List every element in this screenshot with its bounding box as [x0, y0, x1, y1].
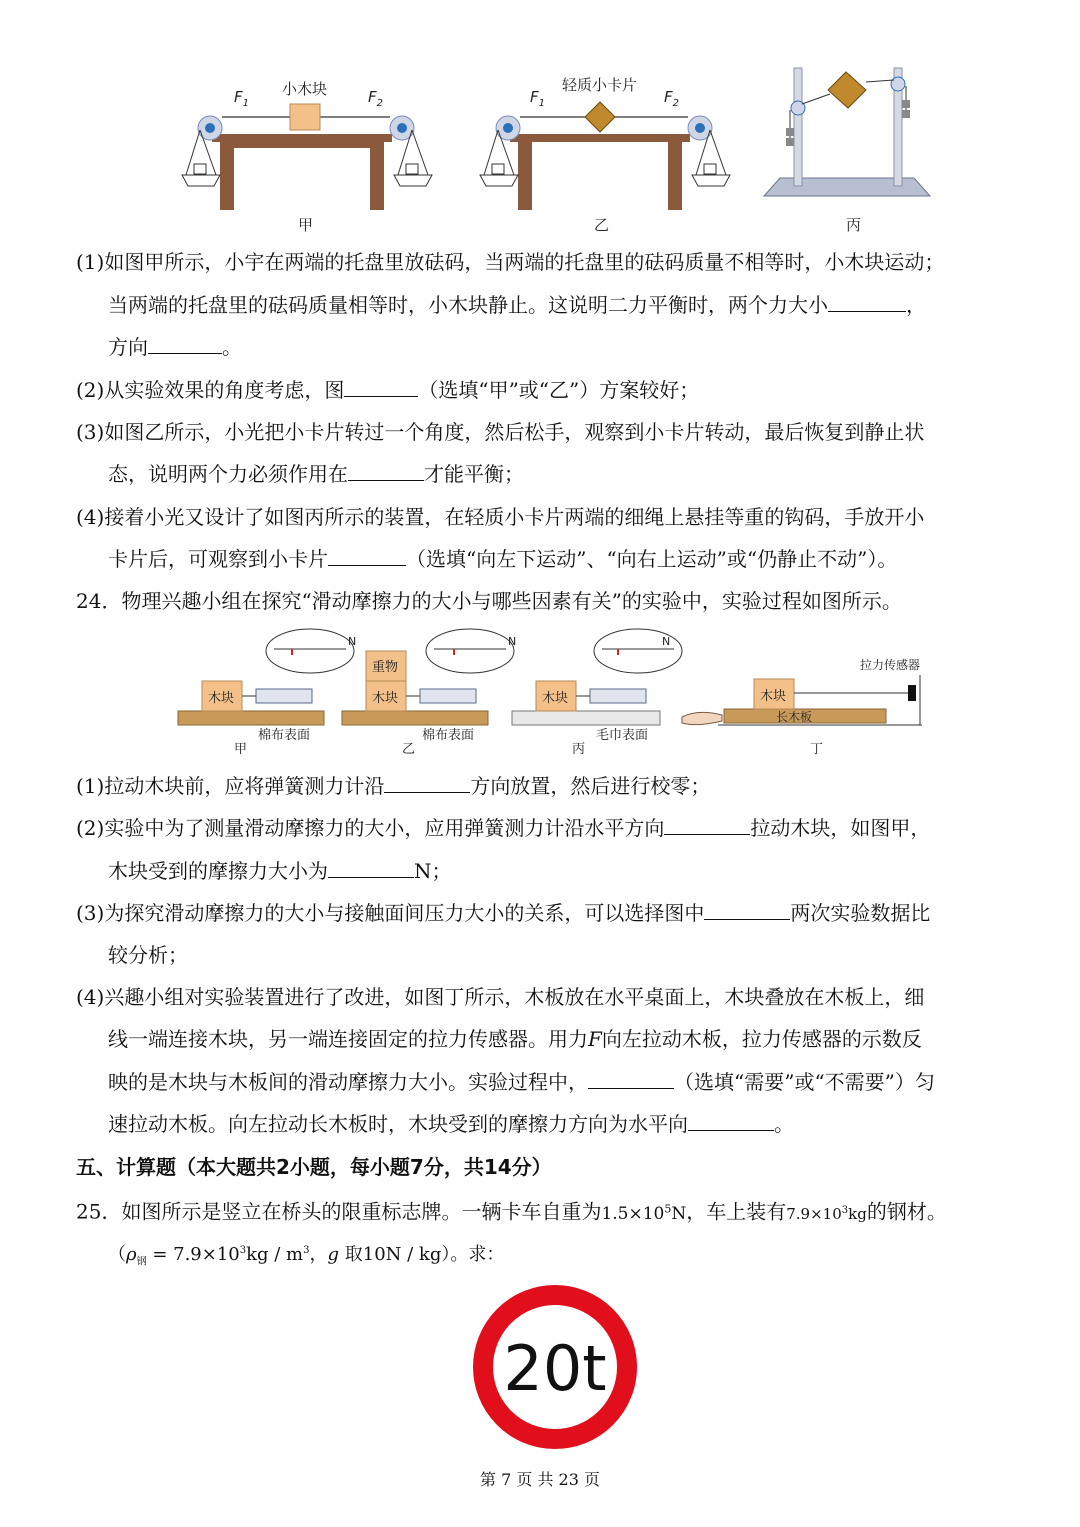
svg-text:乙: 乙	[402, 742, 416, 757]
q23-part3-line1: (3)如图乙所示，小光把小卡片转过一个角度，然后松手，观察到小卡片转动，最后恢复到静止状	[76, 420, 925, 444]
q24-part3-line1: (3)为探究滑动摩擦力的大小与接触面间压力大小的关系，可以选择图中 两次实验数据比	[76, 901, 931, 925]
q24-part4-line2: 线一端连接木块，另一端连接固定的拉力传感器。用力F向左拉动木板，拉力传感器的示数反	[108, 1027, 922, 1051]
svg-text:F2: $F_2$	[368, 88, 384, 109]
svg-text:丁: 丁	[810, 742, 824, 757]
svg-text:毛巾表面: 毛巾表面	[596, 728, 649, 743]
q24-part2-line1: (2)实验中为了测量滑动摩擦力的大小，应用弹簧测力计沿水平方向 拉动木块，如图甲，	[76, 816, 931, 840]
weight-limit-sign	[472, 1284, 638, 1450]
answer-blank[interactable]	[588, 1068, 674, 1089]
figure-jia	[182, 80, 432, 234]
answer-blank[interactable]	[348, 460, 424, 481]
answer-blank[interactable]	[148, 333, 222, 354]
answer-blank[interactable]	[384, 772, 470, 793]
svg-text:F2: $F_2$	[664, 88, 680, 109]
answer-blank[interactable]	[688, 1110, 774, 1131]
figure-bing	[764, 68, 930, 234]
q24-part1: (1)拉动木块前，应将弹簧测力计沿 方向放置，然后进行校零；	[76, 774, 711, 798]
caption-bing: 丙	[846, 216, 862, 234]
sign-text: 20t	[503, 1332, 607, 1405]
answer-blank[interactable]	[828, 291, 906, 312]
label-light-card: 轻质小卡片	[562, 76, 638, 94]
friction-fig-yi	[342, 629, 516, 757]
answer-blank[interactable]	[704, 899, 790, 920]
q23-part2: (2)从实验效果的角度考虑，图 （选填“甲”或“乙”）方案较好；	[76, 378, 700, 402]
q24-part4-line4: 速拉动木板。向左拉动长木板时，木块受到的摩擦力方向为水平向 。	[108, 1112, 794, 1136]
friction-fig-bing	[512, 629, 682, 757]
caption-yi: 乙	[594, 216, 610, 234]
q23-part1-line2: 当两端的托盘里的砝码质量相等时，小木块静止。这说明二力平衡时，两个力大小 ，	[108, 293, 926, 317]
answer-blank[interactable]	[328, 857, 414, 878]
answer-blank[interactable]	[344, 376, 418, 397]
friction-fig-jia	[178, 629, 356, 757]
section-title: 五、计算题（本大题共2小题，每小题7分，共14分）	[76, 1155, 552, 1179]
q24-part4-line3: 映的是木块与木板间的滑动摩擦力大小。实验过程中， （选填“需要”或“不需要”）匀	[108, 1070, 935, 1094]
page-number: 第 7 页 共 23 页	[480, 1470, 600, 1489]
svg-text:木块: 木块	[208, 691, 235, 706]
svg-text:木块: 木块	[760, 689, 787, 704]
label-small-block: 小木块	[282, 80, 328, 98]
q24-intro: 24．物理兴趣小组在探究“滑动摩擦力的大小与哪些因素有关”的实验中，实验过程如图所示。	[76, 589, 902, 613]
svg-text:长木板: 长木板	[776, 710, 813, 724]
q25-line2: （$\rho_钢 = 7.9\times 10^3kg / m^3$，g 取10N / kg）。求：	[108, 1244, 505, 1268]
q24-part4-line1: (4)兴趣小组对实验装置进行了改进，如图丁所示，木板放在水平桌面上，木块叠放在木板上，细	[76, 985, 925, 1009]
q23-part1-line3: 方向 。	[108, 335, 242, 359]
svg-text:拉力传感器: 拉力传感器	[860, 658, 921, 672]
svg-text:丙: 丙	[572, 742, 586, 757]
svg-text:重物: 重物	[372, 660, 399, 675]
q23-part4-line2: 卡片后，可观察到小卡片 （选填“向左下运动”、“向右上运动”或“仍静止不动”）。	[108, 547, 898, 571]
svg-text:F1: $F_1$	[530, 88, 546, 109]
svg-text:甲: 甲	[234, 742, 248, 757]
svg-text:N: N	[508, 635, 517, 648]
caption-jia: 甲	[298, 216, 314, 234]
answer-blank[interactable]	[664, 814, 750, 835]
friction-experiment-figure	[170, 625, 940, 760]
svg-text:木块: 木块	[542, 691, 569, 706]
q24-part2-line2: 木块受到的摩擦力大小为 N；	[108, 859, 452, 883]
q23-part4-line1: (4)接着小光又设计了如图丙所示的装置，在轻质小卡片两端的细绳上悬挂等重的钩码，手放开小	[76, 505, 925, 529]
svg-text:棉布表面: 棉布表面	[258, 728, 311, 743]
q24-part3-line2: 较分析；	[108, 943, 188, 967]
friction-fig-ding	[682, 657, 922, 757]
svg-text:N: N	[662, 635, 671, 648]
svg-text:木块: 木块	[372, 691, 399, 706]
q23-part3-line2: 态，说明两个力必须作用在 才能平衡；	[108, 462, 524, 486]
force-balance-figure	[170, 60, 950, 240]
svg-text:棉布表面: 棉布表面	[422, 728, 475, 743]
q23-part1-line1: (1)如图甲所示，小宇在两端的托盘里放砝码，当两端的托盘里的砝码质量不相等时，小木块运动；	[76, 250, 945, 274]
q25-line1: 25．如图所示是竖立在桥头的限重标志牌。一辆卡车自重为$1.5\times 10^5N$，车上装有$7.9\times 10^3kg$的钢材。	[76, 1199, 947, 1224]
answer-blank[interactable]	[328, 545, 406, 566]
svg-text:F1: $F_1$	[234, 88, 250, 109]
svg-text:N: N	[348, 635, 357, 648]
figure-yi	[480, 76, 730, 234]
